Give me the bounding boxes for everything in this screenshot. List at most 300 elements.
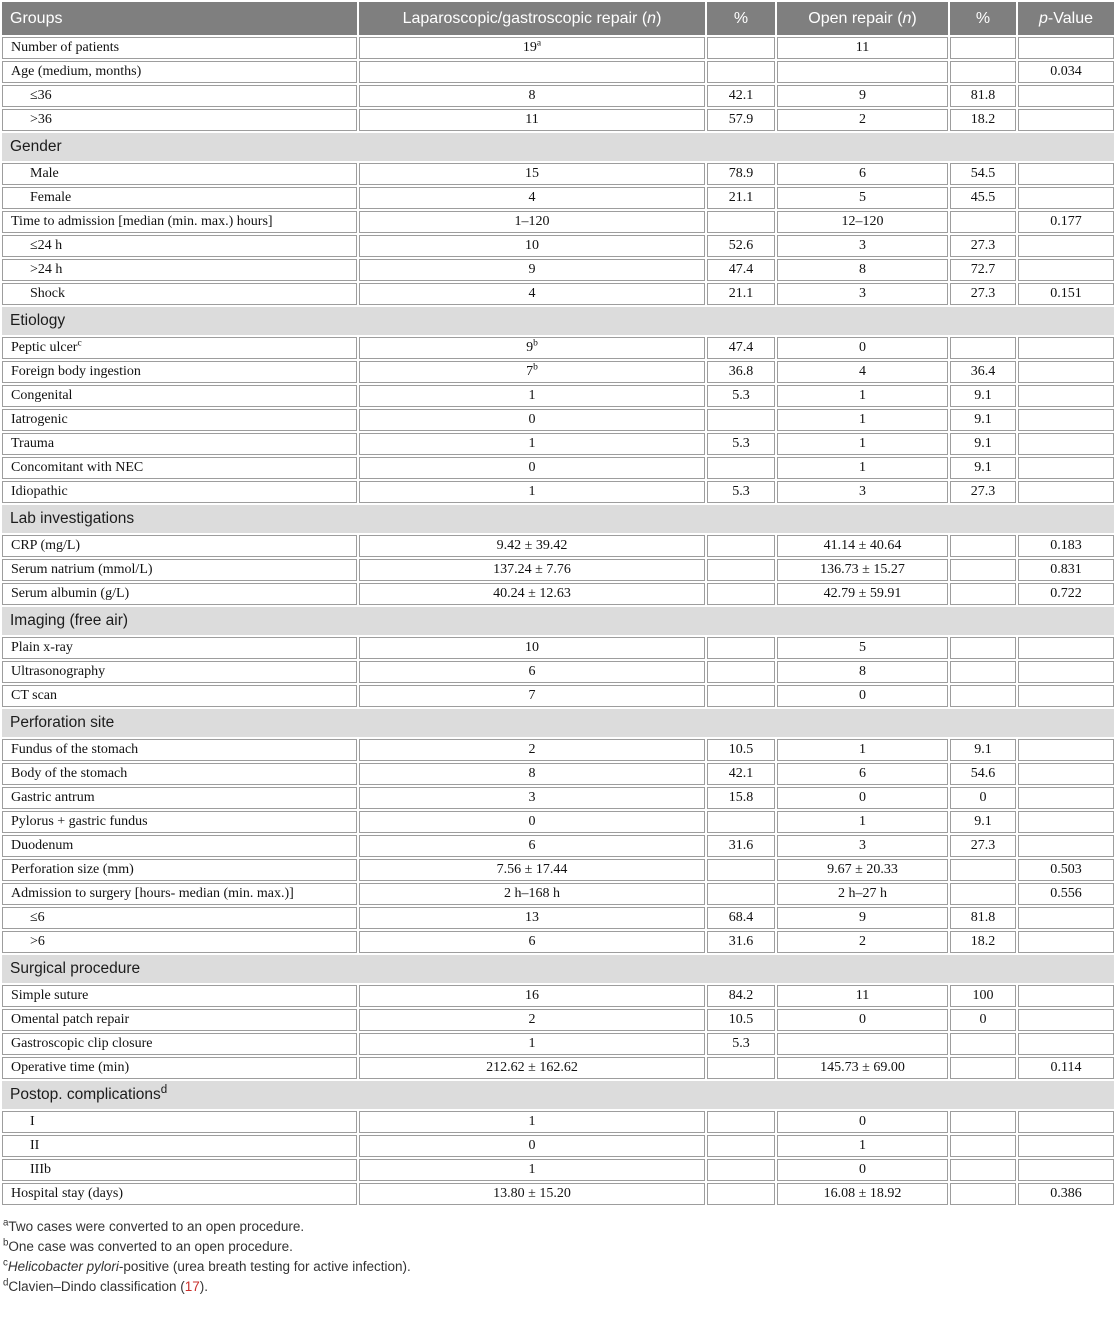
row-label: >36: [30, 112, 52, 127]
cell-laparoscopic-n: [359, 163, 705, 185]
cell-open-percent: [950, 931, 1016, 953]
cell-value: 31.6: [728, 838, 754, 853]
cell-laparoscopic-n: [359, 61, 705, 83]
cell-value: 21.1: [728, 190, 754, 205]
cell-laparoscopic-percent: [707, 739, 775, 761]
table-row: [2, 583, 1114, 605]
cell-p-value: [1018, 187, 1114, 209]
cell-laparoscopic-percent: [707, 637, 775, 659]
row-label: Plain x-ray: [11, 640, 73, 655]
cell-laparoscopic-percent: [707, 559, 775, 581]
cell-group-label: [2, 1009, 357, 1031]
cell-open-n: [777, 787, 948, 809]
cell-laparoscopic-n: [359, 739, 705, 761]
column-header-open-repair: [777, 2, 948, 35]
footnote-marker: b: [533, 362, 538, 373]
footnote-line: [3, 1277, 1116, 1297]
table-row: [2, 637, 1114, 659]
cell-laparoscopic-n: [359, 283, 705, 305]
cell-value: 7.56 ± 17.44: [496, 862, 568, 877]
cell-open-percent: [950, 163, 1016, 185]
cell-open-n: [777, 1009, 948, 1031]
cell-value: 136.73 ± 15.27: [820, 562, 905, 577]
cell-p-value: [1018, 583, 1114, 605]
cell-laparoscopic-percent: [707, 61, 775, 83]
cell-open-percent: [950, 211, 1016, 233]
row-label: ≤36: [30, 88, 52, 103]
cell-p-value: [1018, 883, 1114, 905]
reference-link[interactable]: 17: [184, 1279, 200, 1294]
cell-open-n: [777, 1135, 948, 1157]
cell-value: 47.4: [728, 340, 754, 355]
cell-group-label: [2, 433, 357, 455]
cell-laparoscopic-percent: [707, 409, 775, 431]
cell-open-n: [777, 109, 948, 131]
cell-laparoscopic-n: [359, 235, 705, 257]
footnote-marker: c: [3, 1257, 8, 1269]
cell-laparoscopic-n: [359, 385, 705, 407]
cell-value: 41.14 ± 40.64: [823, 538, 902, 553]
cell-value: 6: [528, 664, 536, 679]
cell-laparoscopic-percent: [707, 1009, 775, 1031]
column-header-label: -Value: [1047, 9, 1093, 27]
cell-open-percent: [950, 1057, 1016, 1079]
cell-p-value: [1018, 481, 1114, 503]
cell-open-n: [777, 187, 948, 209]
cell-value: 0: [859, 340, 866, 355]
cell-open-percent: [950, 661, 1016, 683]
cell-open-percent: [950, 1135, 1016, 1157]
table-row: [2, 385, 1114, 407]
cell-open-percent: [950, 535, 1016, 557]
cell-laparoscopic-n: [359, 559, 705, 581]
column-header-label: ): [911, 9, 917, 27]
table-row: [2, 931, 1114, 953]
row-label: II: [30, 1138, 40, 1153]
section-header-row: [2, 307, 1114, 335]
cell-value: 0: [979, 790, 987, 805]
cell-value: 0: [979, 1012, 987, 1027]
cell-laparoscopic-percent: [707, 337, 775, 359]
table-row: [2, 907, 1114, 929]
cell-value: 2 h–27 h: [838, 886, 887, 901]
cell-open-percent: [950, 1159, 1016, 1181]
cell-laparoscopic-n: [359, 481, 705, 503]
cell-value: 10.5: [728, 742, 754, 757]
row-label: Peptic ulcer: [11, 340, 78, 355]
cell-laparoscopic-percent: [707, 457, 775, 479]
cell-laparoscopic-n: [359, 1135, 705, 1157]
cell-p-value: [1018, 685, 1114, 707]
cell-value: 81.8: [970, 88, 996, 103]
cell-laparoscopic-percent: [707, 985, 775, 1007]
cell-p-value: [1018, 1159, 1114, 1181]
cell-value: 4: [528, 286, 536, 301]
section-title-label: Perforation site: [10, 714, 115, 731]
cell-open-percent: [950, 1009, 1016, 1031]
cell-laparoscopic-n: [359, 685, 705, 707]
section-header-row: [2, 1081, 1114, 1109]
cell-value: 10: [525, 640, 539, 655]
cell-open-n: [777, 883, 948, 905]
row-label: Female: [30, 190, 72, 205]
column-header-label: Open repair (: [808, 9, 903, 27]
cell-value: 42.79 ± 59.91: [823, 586, 902, 601]
table-row: [2, 37, 1114, 59]
table-row: [2, 1111, 1114, 1133]
table-row: [2, 559, 1114, 581]
cell-value: 5: [859, 190, 866, 205]
column-header-label: Laparoscopic/gastroscopic repair (: [402, 9, 648, 27]
cell-value: 0: [859, 790, 866, 805]
section-title: [2, 307, 1114, 335]
row-label: Ultrasonography: [11, 664, 106, 679]
cell-open-n: [777, 763, 948, 785]
cell-value: 1: [528, 436, 536, 451]
cell-value: 7: [528, 688, 536, 703]
cell-value: 1–120: [514, 214, 550, 229]
cell-value: 1: [859, 388, 866, 403]
cell-open-percent: [950, 859, 1016, 881]
cell-group-label: [2, 1159, 357, 1181]
row-label: Body of the stomach: [11, 766, 128, 781]
cell-value: 11: [525, 112, 539, 127]
cell-laparoscopic-percent: [707, 163, 775, 185]
cell-value: 21.1: [728, 286, 754, 301]
cell-laparoscopic-percent: [707, 187, 775, 209]
row-label: Fundus of the stomach: [11, 742, 139, 757]
cell-open-percent: [950, 259, 1016, 281]
table-row: [2, 409, 1114, 431]
cell-p-value: [1018, 337, 1114, 359]
cell-laparoscopic-percent: [707, 283, 775, 305]
cell-p-value: [1018, 433, 1114, 455]
cell-open-n: [777, 385, 948, 407]
cell-laparoscopic-percent: [707, 433, 775, 455]
cell-value: 10.5: [728, 1012, 754, 1027]
cell-open-percent: [950, 187, 1016, 209]
cell-value: 0: [528, 412, 536, 427]
cell-value: 1: [859, 742, 866, 757]
cell-value: 5.3: [732, 388, 750, 403]
cell-p-value: [1018, 457, 1114, 479]
cell-value: 137.24 ± 7.76: [493, 562, 571, 577]
cell-value: 2: [528, 742, 536, 757]
footnote-text: One case was converted to an open procedure.: [8, 1239, 293, 1254]
column-header-laparoscopic: [359, 2, 705, 35]
cell-value: 0.114: [1050, 1060, 1082, 1075]
cell-open-n: [777, 739, 948, 761]
cell-group-label: [2, 1183, 357, 1205]
cell-value: 1: [528, 1162, 536, 1177]
cell-value: 0.503: [1050, 862, 1082, 877]
section-title-label: Postop. complications: [10, 1086, 161, 1103]
column-header-open-percent: [950, 2, 1016, 35]
cell-value: 2: [528, 1012, 536, 1027]
cell-open-percent: [950, 1183, 1016, 1205]
cell-value: 13.80 ± 15.20: [493, 1186, 571, 1201]
cell-value: 3: [859, 484, 866, 499]
cell-p-value: [1018, 283, 1114, 305]
table-row: [2, 811, 1114, 833]
cell-open-n: [777, 1183, 948, 1205]
cell-value: 27.3: [970, 238, 996, 253]
cell-laparoscopic-percent: [707, 85, 775, 107]
cell-group-label: [2, 661, 357, 683]
cell-p-value: [1018, 163, 1114, 185]
cell-open-percent: [950, 283, 1016, 305]
footnote-line: [3, 1257, 1116, 1277]
cell-laparoscopic-n: [359, 763, 705, 785]
row-label: Hospital stay (days): [11, 1186, 123, 1201]
cell-p-value: [1018, 1033, 1114, 1055]
cell-value: 12–120: [841, 214, 884, 229]
table-row: [2, 109, 1114, 131]
table-row: [2, 739, 1114, 761]
cell-value: 5.3: [732, 1036, 750, 1051]
cell-group-label: [2, 859, 357, 881]
row-label: Gastroscopic clip closure: [11, 1036, 153, 1051]
table-row: [2, 433, 1114, 455]
cell-value: 9.42 ± 39.42: [496, 538, 568, 553]
cell-p-value: [1018, 37, 1114, 59]
section-title-label: Surgical procedure: [10, 960, 141, 977]
cell-open-percent: [950, 85, 1016, 107]
cell-group-label: [2, 85, 357, 107]
cell-laparoscopic-n: [359, 1009, 705, 1031]
cell-open-percent: [950, 583, 1016, 605]
row-label: Duodenum: [11, 838, 74, 853]
cell-group-label: [2, 583, 357, 605]
cell-open-n: [777, 337, 948, 359]
cell-value: 54.6: [970, 766, 996, 781]
footnotes: [0, 1207, 1116, 1297]
row-label: Time to admission [median (min. max.) hours]: [11, 214, 273, 229]
row-label: Idiopathic: [11, 484, 68, 499]
cell-value: 9.67 ± 20.33: [827, 862, 898, 877]
cell-open-percent: [950, 109, 1016, 131]
cell-laparoscopic-n: [359, 259, 705, 281]
cell-value: 1: [859, 436, 866, 451]
cell-open-n: [777, 37, 948, 59]
cell-p-value: [1018, 763, 1114, 785]
cell-open-n: [777, 835, 948, 857]
section-header-row: [2, 133, 1114, 161]
row-label: IIIb: [30, 1162, 51, 1177]
cell-laparoscopic-percent: [707, 583, 775, 605]
cell-open-n: [777, 457, 948, 479]
cell-group-label: [2, 385, 357, 407]
cell-group-label: [2, 163, 357, 185]
cell-open-percent: [950, 409, 1016, 431]
table-row: [2, 859, 1114, 881]
cell-group-label: [2, 1135, 357, 1157]
cell-value: 0: [528, 1138, 536, 1153]
cell-group-label: [2, 259, 357, 281]
cell-laparoscopic-percent: [707, 859, 775, 881]
cell-laparoscopic-percent: [707, 931, 775, 953]
cell-value: 6: [528, 838, 536, 853]
cell-p-value: [1018, 931, 1114, 953]
cell-value: 36.4: [970, 364, 996, 379]
table-row: [2, 661, 1114, 683]
cell-value: 13: [525, 910, 539, 925]
footnote-text: ).: [199, 1279, 209, 1294]
cell-value: 72.7: [970, 262, 996, 277]
cell-value: 9.1: [974, 742, 992, 757]
cell-open-n: [777, 583, 948, 605]
cell-laparoscopic-n: [359, 1111, 705, 1133]
cell-open-n: [777, 931, 948, 953]
cell-value: 0.034: [1050, 64, 1082, 79]
cell-p-value: [1018, 211, 1114, 233]
cell-laparoscopic-n: [359, 1159, 705, 1181]
cell-p-value: [1018, 1009, 1114, 1031]
cell-value: 1: [859, 1138, 866, 1153]
cell-value: 11: [855, 988, 870, 1003]
table-header-row: [2, 2, 1114, 35]
cell-open-percent: [950, 985, 1016, 1007]
row-label: Male: [30, 166, 59, 181]
section-title-label: Etiology: [10, 312, 66, 329]
footnote-marker: d: [160, 1082, 168, 1096]
cell-value: 5.3: [732, 436, 750, 451]
cell-laparoscopic-percent: [707, 763, 775, 785]
footnote-marker: d: [3, 1277, 9, 1289]
cell-laparoscopic-n: [359, 211, 705, 233]
cell-group-label: [2, 109, 357, 131]
table-row: [2, 61, 1114, 83]
cell-value: 2 h–168 h: [504, 886, 560, 901]
cell-open-n: [777, 61, 948, 83]
cell-open-percent: [950, 637, 1016, 659]
cell-laparoscopic-n: [359, 859, 705, 881]
cell-value: 9.1: [974, 388, 992, 403]
cell-value: 0: [859, 1162, 866, 1177]
row-label: Pylorus + gastric fundus: [11, 814, 148, 829]
cell-group-label: [2, 211, 357, 233]
cell-group-label: [2, 685, 357, 707]
cell-group-label: [2, 409, 357, 431]
cell-laparoscopic-n: [359, 1183, 705, 1205]
cell-value: 16: [525, 988, 539, 1003]
cell-laparoscopic-percent: [707, 1111, 775, 1133]
cell-group-label: [2, 985, 357, 1007]
cell-group-label: [2, 835, 357, 857]
column-header-pvalue: [1018, 2, 1114, 35]
cell-p-value: [1018, 661, 1114, 683]
cell-value: 0: [859, 1012, 866, 1027]
cell-laparoscopic-n: [359, 583, 705, 605]
cell-laparoscopic-n: [359, 883, 705, 905]
cell-open-n: [777, 811, 948, 833]
cell-value: 0.722: [1050, 586, 1082, 601]
table-row: [2, 361, 1114, 383]
cell-laparoscopic-percent: [707, 685, 775, 707]
row-label: Perforation size (mm): [11, 862, 134, 877]
row-label: Number of patients: [11, 40, 120, 55]
cell-open-n: [777, 433, 948, 455]
cell-value: 19: [522, 40, 537, 55]
cell-p-value: [1018, 835, 1114, 857]
cell-open-percent: [950, 37, 1016, 59]
cell-value: 27.3: [970, 286, 996, 301]
cell-p-value: [1018, 235, 1114, 257]
cell-open-n: [777, 559, 948, 581]
cell-open-percent: [950, 787, 1016, 809]
cell-open-percent: [950, 835, 1016, 857]
footnote-marker: b: [533, 338, 538, 349]
cell-value: 57.9: [728, 112, 754, 127]
cell-open-n: [777, 535, 948, 557]
cell-value: 8: [859, 262, 866, 277]
cell-value: 1: [859, 412, 866, 427]
cell-group-label: [2, 787, 357, 809]
table-row: [2, 1009, 1114, 1031]
table-row: [2, 457, 1114, 479]
section-title-label: Imaging (free air): [10, 612, 129, 629]
cell-open-percent: [950, 685, 1016, 707]
table-body: [2, 37, 1114, 1205]
cell-laparoscopic-percent: [707, 1033, 775, 1055]
section-header-row: [2, 709, 1114, 737]
cell-open-n: [777, 685, 948, 707]
cell-group-label: [2, 1033, 357, 1055]
cell-open-percent: [950, 559, 1016, 581]
cell-open-n: [777, 859, 948, 881]
column-header-label: Groups: [10, 9, 63, 27]
cell-value: 15: [525, 166, 539, 181]
table-row: [2, 1033, 1114, 1055]
cell-open-n: [777, 283, 948, 305]
row-label: ≤6: [30, 910, 45, 925]
row-label: CRP (mg/L): [11, 538, 81, 553]
cell-laparoscopic-n: [359, 907, 705, 929]
cell-laparoscopic-percent: [707, 1057, 775, 1079]
cell-value: 9.1: [974, 412, 992, 427]
cell-laparoscopic-percent: [707, 535, 775, 557]
footnote-marker: c: [77, 338, 82, 349]
cell-value: 52.6: [728, 238, 754, 253]
cell-laparoscopic-n: [359, 931, 705, 953]
column-header-groups: [2, 2, 357, 35]
cell-laparoscopic-percent: [707, 235, 775, 257]
row-label: >6: [30, 934, 45, 949]
cell-laparoscopic-percent: [707, 1159, 775, 1181]
cell-value: 212.62 ± 162.62: [486, 1060, 578, 1075]
cell-value: 7: [526, 364, 534, 379]
cell-open-n: [777, 361, 948, 383]
cell-laparoscopic-percent: [707, 259, 775, 281]
cell-p-value: [1018, 259, 1114, 281]
cell-value: 100: [972, 988, 994, 1003]
cell-laparoscopic-percent: [707, 661, 775, 683]
cell-value: 1: [859, 814, 866, 829]
cell-p-value: [1018, 985, 1114, 1007]
cell-group-label: [2, 187, 357, 209]
cell-value: 6: [859, 166, 866, 181]
cell-open-percent: [950, 361, 1016, 383]
cell-p-value: [1018, 61, 1114, 83]
cell-laparoscopic-n: [359, 37, 705, 59]
cell-group-label: [2, 883, 357, 905]
table-row: [2, 883, 1114, 905]
cell-group-label: [2, 907, 357, 929]
footnote-marker: a: [3, 1217, 9, 1229]
section-header-row: [2, 955, 1114, 983]
cell-p-value: [1018, 361, 1114, 383]
cell-laparoscopic-percent: [707, 1183, 775, 1205]
